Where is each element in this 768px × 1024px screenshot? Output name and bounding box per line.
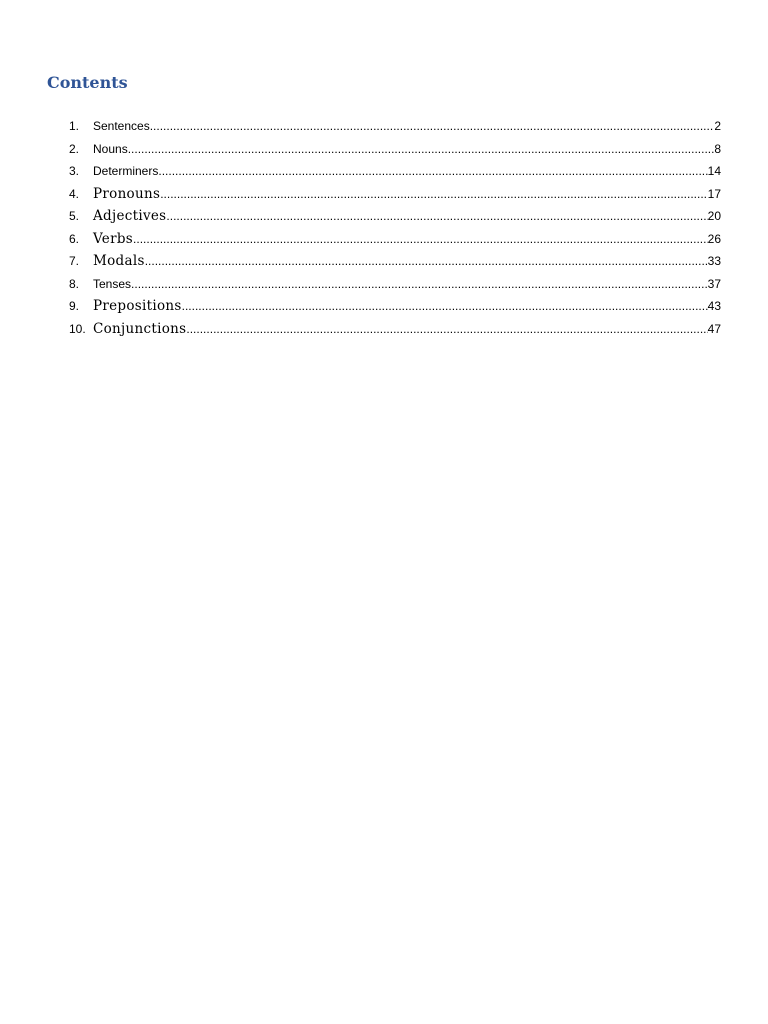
toc-entry-page: 8 — [714, 141, 721, 156]
toc-entry-page: 37 — [707, 276, 721, 291]
toc-entry-page: 33 — [707, 254, 721, 268]
toc-entry-number: 10. — [69, 321, 86, 336]
toc-entry-tenses[interactable] — [69, 273, 721, 296]
contents-heading: Contents — [47, 73, 128, 92]
toc-dot-leader — [186, 318, 707, 341]
toc-entry-title: Nouns — [93, 141, 128, 156]
toc-dot-leader — [182, 295, 708, 318]
toc-entry-modals[interactable] — [69, 250, 721, 273]
toc-entry-title: Adjectives — [93, 208, 167, 224]
toc-entry-title: Conjunctions — [93, 320, 187, 337]
toc-entry-page: 26 — [707, 231, 721, 246]
toc-entry-conjunctions[interactable] — [69, 318, 721, 341]
toc-entry-nouns[interactable] — [69, 138, 721, 161]
toc-entry-adjectives[interactable] — [69, 205, 721, 228]
toc-entry-number: 5. — [69, 209, 80, 223]
toc-entry-prepositions[interactable] — [69, 295, 721, 318]
toc-dot-leader — [166, 205, 707, 228]
toc-entry-page: 20 — [707, 209, 721, 223]
toc-entry-title: Verbs — [93, 230, 134, 247]
toc-entry-number: 4. — [69, 186, 80, 201]
toc-dot-leader — [133, 228, 708, 251]
table-of-contents — [69, 115, 721, 340]
toc-entry-verbs[interactable] — [69, 228, 721, 251]
toc-dot-leader — [150, 115, 715, 138]
toc-dot-leader — [160, 183, 707, 206]
toc-entry-title: Tenses — [93, 276, 132, 291]
toc-entry-title: Sentences — [93, 119, 150, 133]
toc-dot-leader — [145, 250, 708, 273]
toc-entry-title: Modals — [93, 253, 145, 269]
toc-entry-number: 1. — [69, 119, 80, 133]
toc-entry-number: 9. — [69, 299, 80, 313]
toc-entry-number: 7. — [69, 254, 80, 268]
toc-dot-leader — [131, 273, 708, 296]
toc-entry-page: 17 — [707, 186, 721, 201]
toc-dot-leader — [128, 138, 715, 161]
toc-entry-page: 2 — [714, 119, 721, 133]
toc-entry-title: Pronouns — [93, 185, 161, 202]
toc-entry-pronouns[interactable] — [69, 183, 721, 206]
toc-entry-page: 43 — [707, 299, 721, 313]
toc-entry-determiners[interactable] — [69, 160, 721, 183]
toc-entry-number: 2. — [69, 141, 80, 156]
toc-entry-title: Prepositions — [93, 298, 182, 314]
toc-entry-number: 8. — [69, 276, 80, 291]
toc-entry-number: 6. — [69, 231, 80, 246]
toc-entry-page: 47 — [707, 321, 721, 336]
toc-entry-number: 3. — [69, 164, 80, 178]
toc-entry-title: Determiners — [93, 164, 159, 178]
toc-entry-page: 14 — [707, 164, 721, 178]
toc-entry-sentences[interactable] — [69, 115, 721, 138]
toc-dot-leader — [158, 160, 707, 183]
